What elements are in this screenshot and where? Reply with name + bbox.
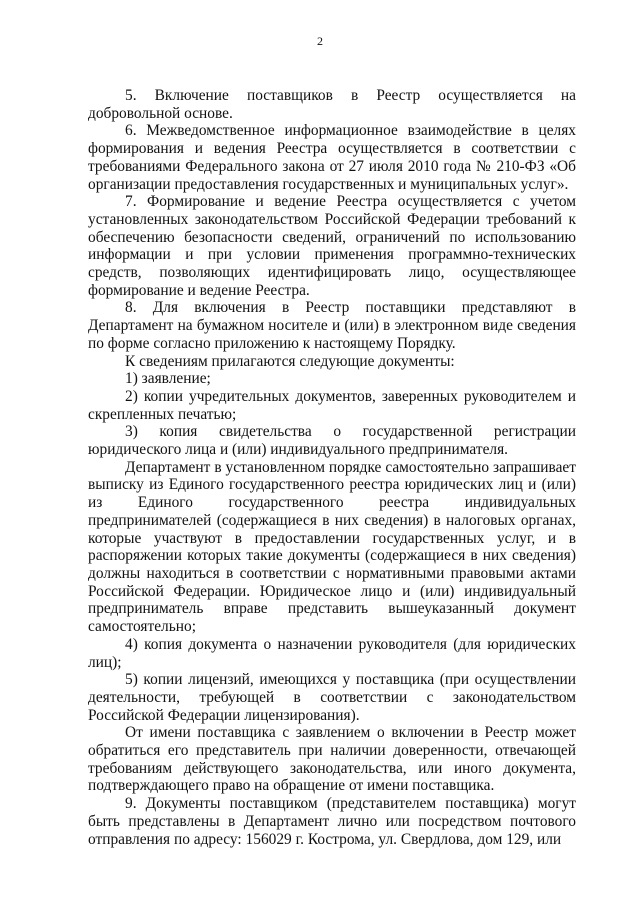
list-item-2: 2) копии учредительных документов, заверенных руководителем и скрепленных печатью; xyxy=(88,387,576,423)
documents-intro: К сведениям прилагаются следующие документы: xyxy=(125,352,455,370)
list-item-4: 4) копия документа о назначении руководителя (для юридических лиц); xyxy=(88,635,576,671)
list-item-3: 3) копия свидетельства о государственной регистрации юридического лица и (или) индивидуального предпринимателя. xyxy=(88,423,576,459)
paragraph-9: 9. Документы поставщиком (представителем поставщика) могут быть представлены в Департамент лично или посредством почтового отправления по адресу: 156029 г. Кострома, ул. Свердлова, дом 129, или xyxy=(88,795,576,848)
list-item-5: 5) копии лицензий, имеющихся у поставщика (при осуществлении деятельности, требующей в соответствии с законодательством Российской Федерации лицензирования). xyxy=(88,671,576,724)
paragraph-5: 5. Включение поставщиков в Реестр осуществляется на добровольной основе. xyxy=(88,87,576,122)
representative-paragraph: От имени поставщика с заявлением о включении в Реестр может обратиться его представитель при наличии доверенности, отвечающей требованиям действующего законодательства, или иного документа, подтверждающего право на обращение от имени поставщика. xyxy=(88,724,576,795)
page-number: 2 xyxy=(317,34,323,48)
department-request-paragraph: Департамент в установленном порядке самостоятельно запрашивает выписку из Единого государственного реестра юридических лиц и (или) из Единого государственного реестра индивидуальных предпринимателей (содержащиеся в них сведения) в налоговых органах, которые участвуют в предоставлении государственных услуг, и в распоряжении которых такие документы (содержащиеся в них сведения) должны находиться в соответствии с нормативными правовыми актами Российской Федерации. Юридическое лицо и (или) индивидуальный предприниматель вправе представить вышеуказанный документ самостоятельно; xyxy=(88,458,576,636)
document-body xyxy=(88,87,576,848)
paragraph-6: 6. Межведомственное информационное взаимодействие в целях формирования и ведения Реестра осуществляется в соответствии с требованиями Федерального закона от 27 июля 2010 года № 210-ФЗ «Об организации предоставления государственных и муниципальных услуг». xyxy=(88,122,576,193)
paragraph-7: 7. Формирование и ведение Реестра осуществляется с учетом установленных законодательством Российской Федерации требований к обеспечению безопасности сведений, ограничений по использованию информации и при условии применения программно-технических средств, позволяющих идентифицировать лицо, осуществляющее формирование и ведение Реестра. xyxy=(88,193,576,299)
paragraph-8: 8. Для включения в Реестр поставщики представляют в Департамент на бумажном носителе и (или) в электронном виде сведения по форме согласно приложению к настоящему Порядку. xyxy=(88,299,576,352)
list-item-1: 1) заявление; xyxy=(125,370,211,388)
